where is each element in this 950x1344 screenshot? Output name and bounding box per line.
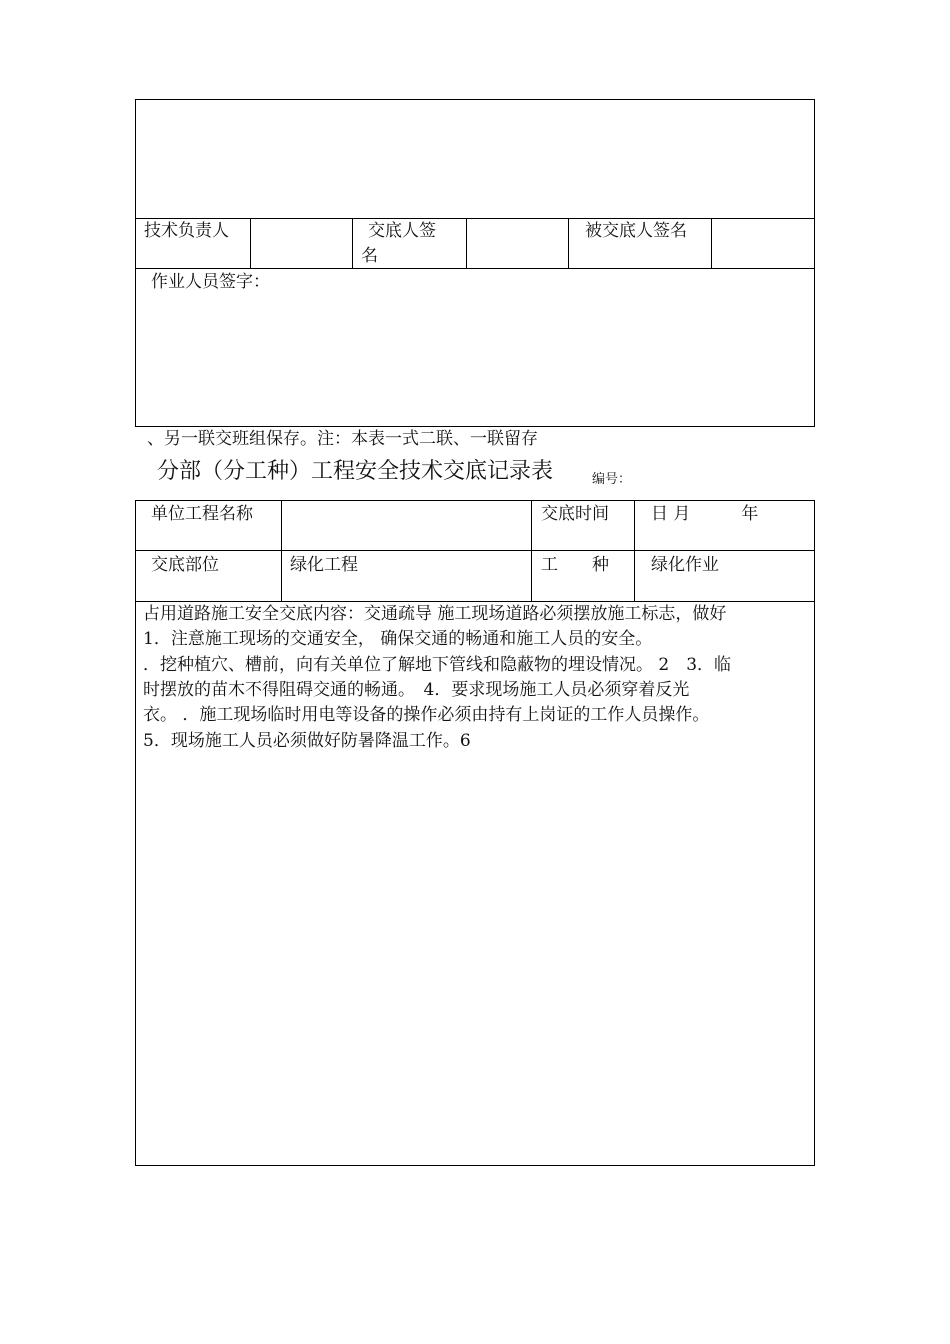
content-line: 衣。 ．施工现场临时用电等设备的操作必须由持有上岗证的工作人员操作。 — [143, 705, 710, 725]
record-table — [135, 500, 815, 1166]
handover-part-value: 绿化工程 — [290, 555, 358, 575]
date-value: 日 月 年 — [651, 504, 759, 524]
upper-table-divider — [250, 218, 251, 268]
handover-time-label: 交底时间 — [541, 504, 609, 524]
record-table-divider — [281, 500, 282, 601]
unit-project-label: 单位工程名称 — [151, 504, 253, 524]
upper-table-divider — [352, 218, 353, 268]
form-title: 分部（分工种）工程安全技术交底记录表 — [157, 459, 554, 484]
record-table-divider — [135, 550, 815, 551]
presenter-sign-label: 交底人签 — [368, 221, 436, 241]
tech-lead-label: 技术负责人 — [144, 221, 229, 241]
content-line: 5．现场施工人员必须做好防暑降温工作。6 — [143, 731, 471, 751]
upper-table — [135, 99, 815, 427]
trade-label: 工 种 — [541, 555, 609, 575]
serial-label: 编号： — [592, 472, 632, 487]
handover-part-label: 交底部位 — [151, 555, 219, 575]
trade-value: 绿化作业 — [651, 555, 719, 575]
record-table-divider — [135, 601, 815, 602]
upper-table-divider — [466, 218, 467, 268]
record-table-divider — [531, 500, 532, 601]
content-line: 占用道路施工安全交底内容：交通疏导 施工现场道路必须摆放施工标志，做好 — [143, 604, 727, 624]
presenter-sign-label-cont: 名 — [361, 246, 378, 266]
content-line: ．挖种植穴、槽前，向有关单位了解地下管线和隐蔽物的埋设情况。 2 3．临 — [143, 655, 732, 675]
footnote: 、另一联交班组保存。注：本表一式二联、一联留存 — [147, 429, 538, 449]
content-line: 时摆放的苗木不得阻碍交通的畅通。 4．要求现场施工人员必须穿着反光 — [143, 680, 690, 700]
content-line: 1．注意施工现场的交通安全， 确保交通的畅通和施工人员的安全。 — [143, 629, 653, 649]
record-table-divider — [634, 500, 635, 601]
workers-sign-label: 作业人员签字： — [151, 272, 270, 292]
upper-table-divider — [135, 268, 815, 269]
recipient-sign-label: 被交底人签名 — [585, 221, 687, 241]
upper-table-divider — [135, 218, 815, 219]
upper-table-divider — [711, 218, 712, 268]
upper-table-divider — [568, 218, 569, 268]
